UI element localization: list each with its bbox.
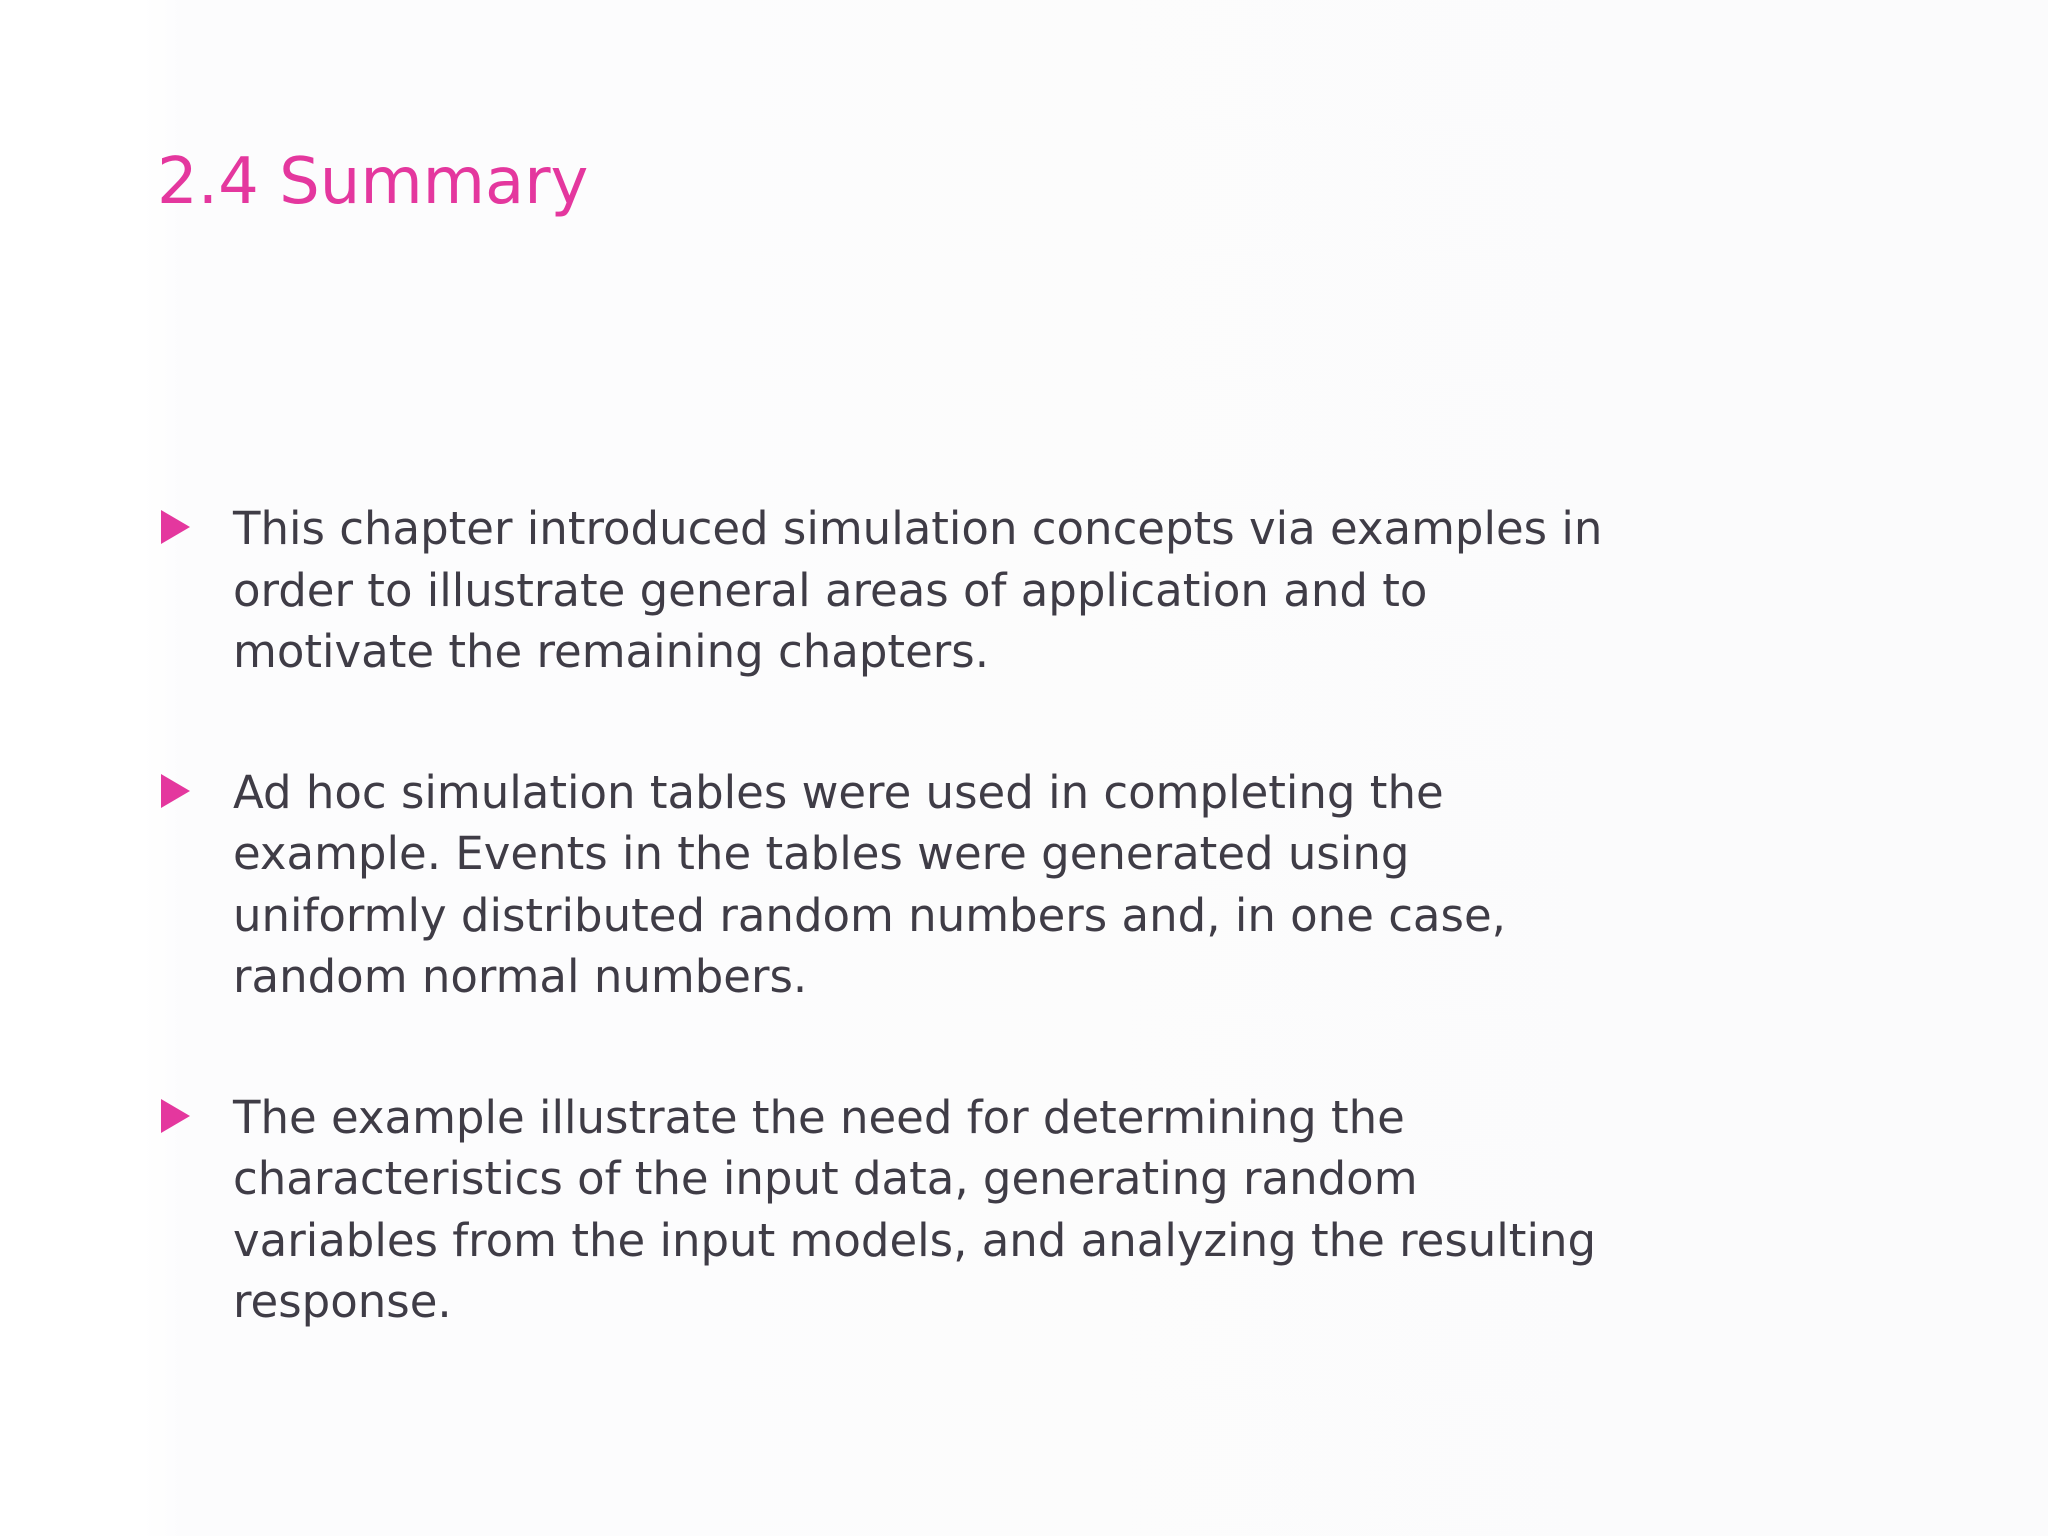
triangle-bullet-icon: [161, 774, 190, 808]
triangle-bullet-icon: [161, 510, 190, 544]
slide-title: 2.4 Summary: [157, 145, 589, 219]
bullet-list: [155, 498, 1615, 1412]
bullet-text: Ad hoc simulation tables were used in completing the example. Events in the tables were generated using uniformly distributed random numbers and, in one case, random normal numbers.: [233, 765, 1506, 1003]
bullet-item: [155, 498, 1615, 683]
bullet-text: This chapter introduced simulation concepts via examples in order to illustrate general areas of application and to motivate the remaining chapters.: [233, 502, 1603, 678]
bullet-text: The example illustrate the need for determining the characteristics of the input data, generating random variables from the input models, and analyzing the resulting response.: [233, 1090, 1597, 1328]
bullet-item: [155, 1087, 1615, 1333]
triangle-bullet-icon: [161, 1099, 190, 1133]
bullet-item: [155, 762, 1615, 1008]
